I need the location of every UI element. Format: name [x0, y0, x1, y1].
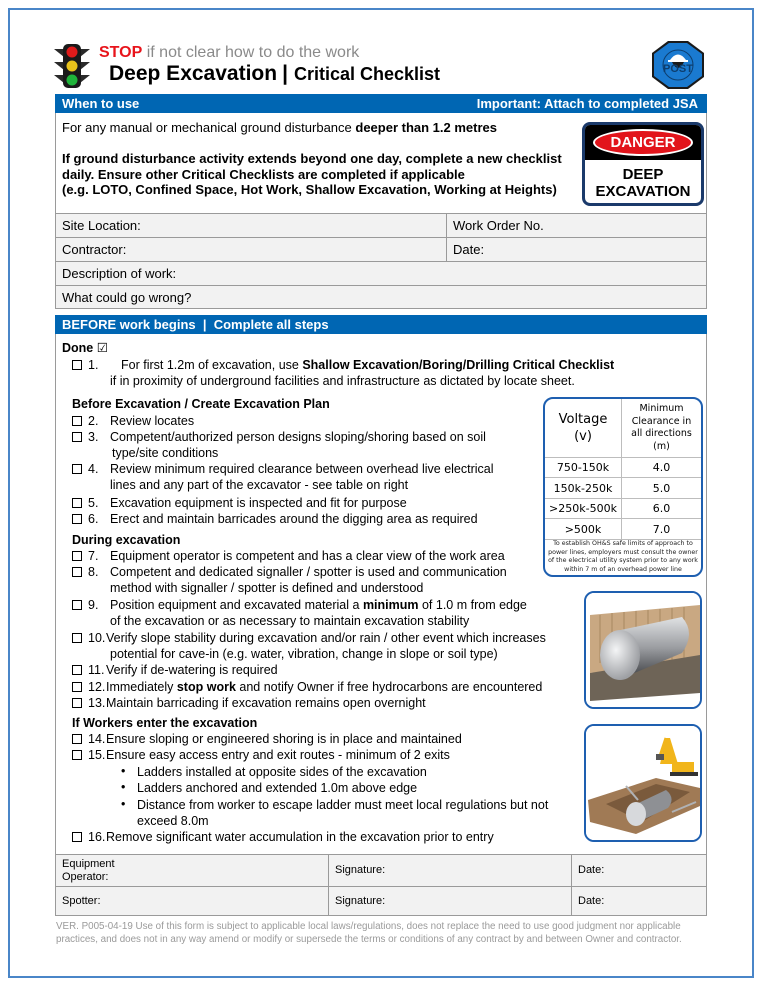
item-number: 4. — [88, 462, 99, 476]
checklist-item-1-line-2: if in proximity of underground facilities and infrastructure as dictated by locate sheet. — [110, 374, 575, 388]
checklist-item-3-line-2: type/site conditions — [112, 446, 219, 460]
intro-line-4: (e.g. LOTO, Confined Space, Hot Work, Shallow Excavation, Working at Heights) — [62, 182, 557, 197]
vt-clearance: 5.0 — [652, 482, 671, 495]
footer-disclaimer: VER. P005-04-19 Use of this form is subject to applicable local laws/regulations, does not replace the need to use good judgment nor applicable practices, and does not in any way amend or modify or supersede the terms or conditions of any contract by and between Owner and contractor. — [56, 921, 682, 945]
danger-sign-header — [585, 125, 701, 160]
item-text-after: of 1.0 m from edge — [418, 598, 527, 612]
item-text: Verify slope stability during excavation and/or rain / other event which increases — [106, 631, 546, 645]
post-logo-icon — [648, 40, 708, 90]
checkbox-icon[interactable] — [72, 567, 82, 577]
vt-row — [545, 499, 701, 519]
item-number: 8. — [88, 565, 99, 579]
vt-voltage: >250k-500k — [545, 499, 622, 518]
checkbox-icon[interactable] — [72, 498, 82, 508]
vt-header-clearance-l3: all directions — [631, 428, 692, 439]
danger-sign — [582, 122, 704, 206]
item-text: Review locates — [110, 414, 195, 428]
checkbox-icon[interactable] — [72, 464, 82, 474]
checklist-item-11[interactable] — [72, 662, 278, 678]
signature-table — [55, 854, 707, 916]
vt-row — [545, 478, 701, 499]
when-to-use-label: When to use — [62, 96, 140, 111]
bullet-text-3-line-2: exceed 8.0m — [137, 814, 209, 828]
checkbox-icon[interactable] — [72, 633, 82, 643]
item-text-after: and notify Owner if free hydrocarbons are encountered — [235, 680, 543, 694]
checklist-item-6[interactable] — [72, 511, 478, 527]
item-number: 10. — [88, 631, 106, 645]
tank-in-excavation-image — [584, 591, 702, 709]
checkbox-icon[interactable] — [72, 416, 82, 426]
site-location-field[interactable]: Site Location: — [62, 218, 141, 233]
description-field[interactable]: Description of work: — [62, 266, 177, 281]
vt-voltage: 150k-250k — [545, 478, 622, 498]
before-work-label: BEFORE work begins | Complete all steps — [62, 317, 329, 332]
attach-jsa-note: Important: Attach to completed JSA — [476, 96, 698, 111]
checklist-item-15[interactable] — [72, 747, 450, 763]
before-work-bar — [55, 315, 707, 334]
intro-line-1 — [62, 120, 497, 136]
item-text: Position equipment and excavated material a — [110, 598, 363, 612]
section-before-excavation: Before Excavation / Create Excavation Plan — [72, 397, 330, 411]
vt-header-clearance — [622, 399, 701, 457]
checklist-item-4[interactable] — [72, 461, 494, 477]
checkbox-icon[interactable] — [72, 432, 82, 442]
checklist-item-8[interactable] — [72, 564, 507, 580]
vt-row — [545, 458, 701, 478]
checkbox-icon[interactable] — [72, 551, 82, 561]
item-text: Erect and maintain barricades around the digging area as required — [110, 512, 478, 526]
done-header — [62, 340, 108, 356]
item-text-bold: Shallow Excavation/Boring/Drilling Critical Checklist — [302, 358, 615, 372]
item-text: Excavation equipment is inspected and fit for purpose — [110, 496, 407, 510]
danger-sign-body — [585, 160, 701, 200]
bullet-item-3: • — [121, 797, 126, 811]
vt-clearance: 6.0 — [652, 502, 671, 515]
checklist-item-5[interactable] — [72, 495, 407, 511]
contractor-field[interactable]: Contractor: — [62, 242, 127, 257]
bullet-item-1: • — [121, 764, 126, 778]
vt-header-clearance-l1: Minimum — [639, 403, 684, 414]
what-could-go-wrong-field[interactable]: What could go wrong? — [62, 290, 192, 305]
traffic-light-icon — [52, 43, 92, 89]
item-text: Verify if de-watering is required — [106, 663, 278, 677]
bullet-text-3: Distance from worker to escape ladder must meet local regulations but not — [137, 798, 549, 812]
checklist-item-3[interactable] — [72, 429, 486, 445]
item-text: For first 1.2m of excavation, use — [121, 358, 303, 372]
vt-header-clearance-l4: (m) — [653, 440, 670, 452]
item-text: Immediately — [106, 680, 177, 694]
job-info-form — [55, 213, 707, 309]
title-main: Deep Excavation — [109, 62, 278, 85]
item-number: 7. — [88, 549, 99, 563]
checklist-item-10-line-2: potential for cave-in (e.g. water, vibration, change in slope or soil type) — [110, 647, 498, 661]
section-workers-enter: If Workers enter the excavation — [72, 716, 258, 730]
form-row-contractor — [55, 237, 707, 261]
item-number: 16. — [88, 830, 106, 844]
stop-rest: if not clear how to do the work — [142, 44, 360, 61]
item-text: Competent and dedicated signaller / spotter is used and communication — [110, 565, 507, 579]
vt-voltage: 750-150k — [545, 458, 622, 477]
vt-clearance: 4.0 — [652, 461, 671, 474]
stop-word: STOP — [99, 44, 143, 61]
checklist-item-14[interactable] — [72, 731, 462, 747]
form-row-description — [55, 261, 707, 285]
item-text: Review minimum required clearance between overhead live electrical — [110, 462, 494, 476]
checklist-item-9-line-2: of the excavation or as necessary to maintain excavation stability — [110, 614, 470, 628]
done-label: Done — [62, 341, 94, 355]
voltage-clearance-table — [543, 397, 703, 577]
item-number: 15. — [88, 748, 106, 762]
vt-header-clearance-l2: Clearance in — [631, 415, 692, 427]
vt-header-voltage-l1: Voltage — [558, 412, 608, 427]
signature-row-spotter — [55, 886, 707, 916]
item-number: 3. — [88, 430, 99, 444]
vt-header-voltage — [545, 399, 622, 457]
form-row-site — [55, 213, 707, 237]
intro-line-3: daily. Ensure other Critical Checklists are completed if applicable — [62, 166, 465, 182]
item-text: Equipment operator is competent and has a clear view of the work area — [110, 549, 505, 563]
checklist-item-2[interactable] — [72, 413, 194, 429]
checklist-item-12[interactable] — [72, 679, 542, 695]
vt-row — [545, 519, 701, 540]
form-row-risks — [55, 285, 707, 309]
bullet-text-1: Ladders installed at opposite sides of the excavation — [137, 765, 427, 779]
date-field[interactable]: Date: — [446, 238, 706, 261]
svg-text:POST: POST — [663, 63, 693, 75]
checkbox-icon[interactable] — [72, 698, 82, 708]
item-text: Remove significant water accumulation in the excavation prior to entry — [106, 830, 494, 844]
vt-clearance: 7.0 — [652, 523, 671, 536]
item-number: 13. — [88, 696, 106, 710]
stop-banner — [99, 44, 359, 62]
danger-line-1: DEEP — [622, 166, 664, 183]
checklist-item-9[interactable] — [72, 597, 527, 613]
item-number: 11. — [88, 663, 105, 677]
danger-line-2: EXCAVATION — [595, 183, 691, 200]
checklist-item-13[interactable] — [72, 695, 426, 711]
checkbox-icon[interactable] — [72, 832, 82, 842]
vt-header-row — [545, 399, 701, 458]
item-text-bold: stop work — [176, 680, 236, 694]
checkbox-icon[interactable] — [72, 750, 82, 760]
bullet-text-2: Ladders anchored and extended 1.0m above edge — [137, 781, 418, 795]
operator-date-field[interactable]: Date: — [571, 855, 706, 886]
spotter-date-field[interactable]: Date: — [571, 887, 706, 915]
work-order-field[interactable]: Work Order No. — [446, 214, 706, 237]
item-text: Ensure sloping or engineered shoring is in place and maintained — [106, 732, 462, 746]
equipment-operator-field[interactable] — [56, 855, 328, 886]
vt-header-voltage-l2: (v) — [574, 429, 592, 444]
checklist-item-4-line-2: lines and any part of the excavator - see table on right — [110, 478, 409, 492]
vt-note: To establish OH&S safe limits of approach to power lines, employers must consult the owner of the electrical utility system prior to any work within 7 m of an overhead power line — [548, 540, 698, 573]
spotter-signature-field[interactable]: Signature: — [328, 887, 571, 915]
checkbox-icon[interactable] — [72, 734, 82, 744]
spotter-field[interactable]: Spotter: — [62, 894, 101, 907]
excavator-tank-image — [584, 724, 702, 842]
item-number: 5. — [88, 496, 99, 510]
vt-voltage: >500k — [545, 519, 622, 539]
item-text: Ensure easy access entry and exit routes - minimum of 2 exits — [106, 748, 450, 762]
item-number: 6. — [88, 512, 99, 526]
operator-label-l2: Operator: — [62, 870, 109, 883]
item-text: Maintain barricading if excavation remains open overnight — [106, 696, 426, 710]
title-separator: | — [282, 62, 288, 85]
checkbox-icon[interactable] — [72, 682, 82, 692]
excavator-illustration-icon — [586, 726, 702, 842]
section-during-excavation: During excavation — [72, 533, 181, 547]
title-sub: Critical Checklist — [293, 64, 441, 84]
intro-line-1-normal: For any manual or mechanical ground disturbance — [62, 120, 356, 135]
item-text: Competent/authorized person designs sloping/shoring based on soil — [110, 430, 486, 444]
item-number: 12. — [88, 680, 106, 694]
item-number: 9. — [88, 598, 99, 612]
when-to-use-bar — [55, 94, 707, 113]
checkbox-icon[interactable] — [72, 514, 82, 524]
checked-box-icon: ☑ — [96, 341, 108, 355]
checkbox-icon[interactable] — [72, 665, 82, 675]
danger-label: DANGER — [593, 129, 693, 156]
checklist-item-7[interactable] — [72, 548, 505, 564]
signature-row-operator — [55, 854, 707, 886]
item-number: 2. — [88, 414, 99, 428]
tank-illustration-icon — [586, 593, 702, 709]
checklist-item-8-line-2: method with signaller / spotter is defined and understood — [110, 581, 424, 595]
intro-line-1-bold: deeper than 1.2 metres — [355, 120, 498, 135]
bullet-item-2: • — [121, 780, 126, 794]
checkbox-icon[interactable] — [72, 360, 82, 370]
operator-label-l1: Equipment — [62, 857, 115, 870]
checklist-item-16[interactable] — [72, 829, 494, 845]
intro-line-2: If ground disturbance activity extends beyond one day, complete a new checklist — [62, 151, 562, 166]
item-number: 1. — [88, 358, 99, 372]
checkbox-icon[interactable] — [72, 600, 82, 610]
checklist-item-1[interactable] — [72, 357, 614, 373]
operator-signature-field[interactable]: Signature: — [328, 855, 571, 886]
item-text-bold: minimum — [362, 598, 419, 612]
item-number: 14. — [88, 732, 106, 746]
page-title — [109, 62, 440, 86]
checklist-item-10[interactable] — [72, 630, 546, 646]
